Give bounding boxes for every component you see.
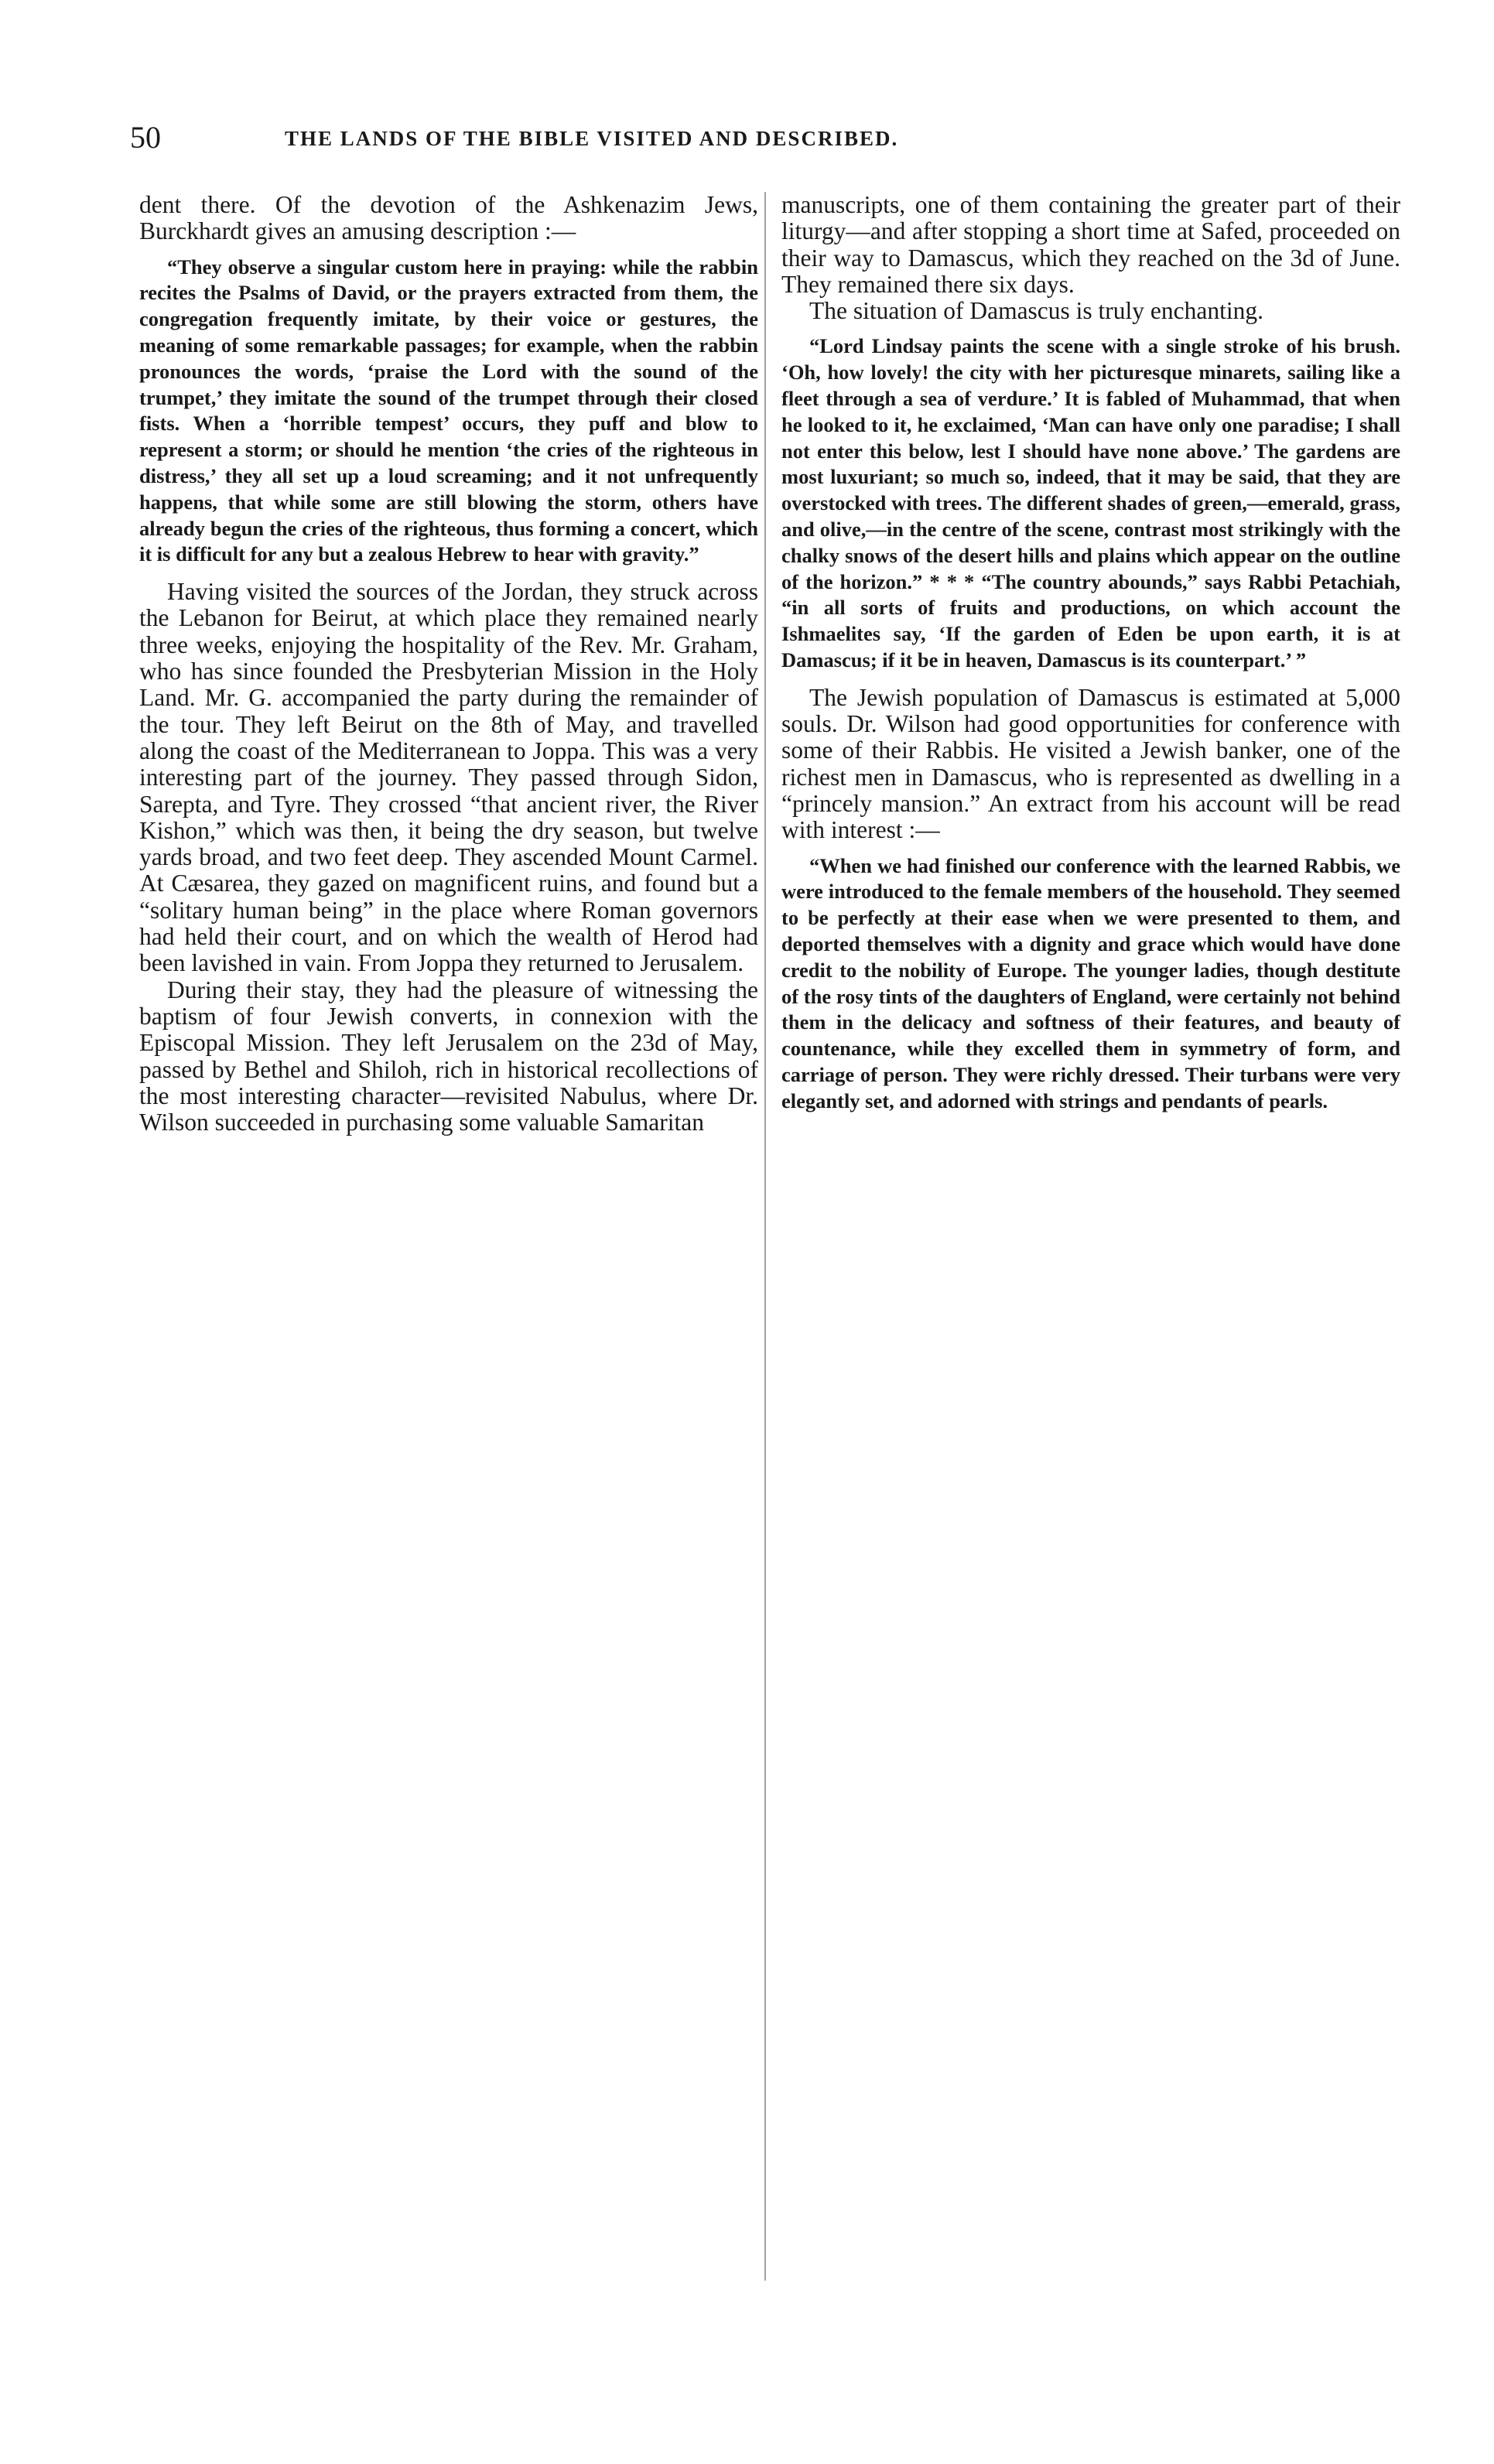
- right-paragraph-2: The situation of Damascus is truly enchanting.: [809, 297, 1263, 325]
- right-column: [781, 192, 1400, 1126]
- running-title: THE LANDS OF THE BIBLE VISITED AND DESCRIBED.: [285, 127, 899, 150]
- right-paragraph-3: The Jewish population of Damascus is estimated at 5,000 souls. Dr. Wilson had good opportunities for conference with some of their Rabbis. He visited a Jewish banker, one of the richest men in Damascus, who is represented as dwelling in a “princely mansion.” An extract from his account will be read with interest :—: [781, 683, 1400, 844]
- right-paragraph-1: manuscripts, one of them containing the greater part of their liturgy—and after stopping a short time at Safed, proceeded on their way to Damascus, which they reached on the 3d of June. They remained there six days.: [781, 191, 1400, 298]
- left-paragraph-3: During their stay, they had the pleasure of witnessing the baptism of four Jewish converts, in connexion with the Episcopal Mission. They left Jerusalem on the 23d of May, passed by Bethel and Shiloh, rich in historical recollections of the most interesting character—revisited Nabulus, where Dr. Wilson succeeded in purchasing some valuable Samaritan: [139, 976, 758, 1136]
- right-quote-household: “When we had finished our conference with the learned Rabbis, we were introduced to the female members of the household. They seemed to be perfectly at their ease when we were presented to them, and deported themselves with a dignity and grace which would have done credit to the nobility of Europe. The younger ladies, though destitute of the rosy tints of the daughters of England, were certainly not behind them in the delicacy and softness of their features, and beauty of countenance, while they excelled them in symmetry of form, and carriage of person. They were richly dressed. Their turbans were very elegantly set, and adorned with strings and pendants of pearls.: [781, 853, 1400, 1112]
- left-quote-burckhardt: “They observe a singular custom here in praying: while the rabbin recites the Psalms of David, or the prayers extracted from them, the congregation frequently imitate, by their voice or gestures, the meaning of some remarkable passages; for example, when the rabbin pronounces the words, ‘praise the Lord with the sound of the trumpet,’ they imitate the sound of the trumpet through their closed fists. When a ‘horrible tempest’ occurs, they puff and blow to represent a storm; or should he mention ‘the cries of the righteous in distress,’ they all set up a loud screaming; and it not unfrequently happens, that while some are still blowing the storm, others have already begun the cries of the righteous, thus forming a concert, which it is difficult for any but a zealous Hebrew to hear with gravity.”: [139, 255, 758, 566]
- right-quote-damascus: “Lord Lindsay paints the scene with a single stroke of his brush. ‘Oh, how lovely! the city with her picturesque minarets, sailing like a fleet through a sea of verdure.’ It is fabled of Muhammad, that when he looked to it, he exclaimed, ‘Man can have only one paradise; I shall not enter this below, lest I should have none above.’ The gardens are most luxuriant; so much so, indeed, that it may be said, that they are overstocked with trees. The different shades of green,—emerald, grass, and olive,—in the centre of the scene, contrast most strikingly with the chalky snows of the desert hills and plains which appear on the outline of the horizon.” * * * “The country abounds,” says Rabbi Petachiah, “in all sorts of fruits and productions, on which account the Ishmaelites say, ‘If the garden of Eden be upon earth, it is at Damascus; if it be in heaven, Damascus is its counterpart.’ ”: [781, 334, 1400, 672]
- left-paragraph-2: Having visited the sources of the Jordan, they struck across the Lebanon for Beirut, at which place they remained nearly three weeks, enjoying the hospitality of the Rev. Mr. Graham, who has since founded the Presbyterian Mission in the Holy Land. Mr. G. accompanied the party during the remainder of the tour. They left Beirut on the 8th of May, and travelled along the coast of the Mediterranean to Joppa. This was a very interesting part of the journey. They passed through Sidon, Sarepta, and Tyre. They crossed “that ancient river, the River Kishon,” which was then, it being the dry season, but twelve yards broad, and two feet deep. They ascended Mount Carmel. At Cæsarea, they gazed on magnificent ruins, and found but a “solitary human being” in the place where Roman governors had held their court, and on which the wealth of Herod had been lavished in vain. From Joppa they returned to Jerusalem.: [139, 578, 758, 977]
- book-page: [130, 116, 1399, 2321]
- column-divider: [764, 192, 766, 2281]
- left-paragraph-1: dent there. Of the devotion of the Ashkenazim Jews, Burckhardt gives an amusing description :—: [139, 191, 758, 245]
- running-head: [130, 116, 1399, 170]
- left-column: [139, 192, 758, 1136]
- page-number: 50: [130, 120, 161, 155]
